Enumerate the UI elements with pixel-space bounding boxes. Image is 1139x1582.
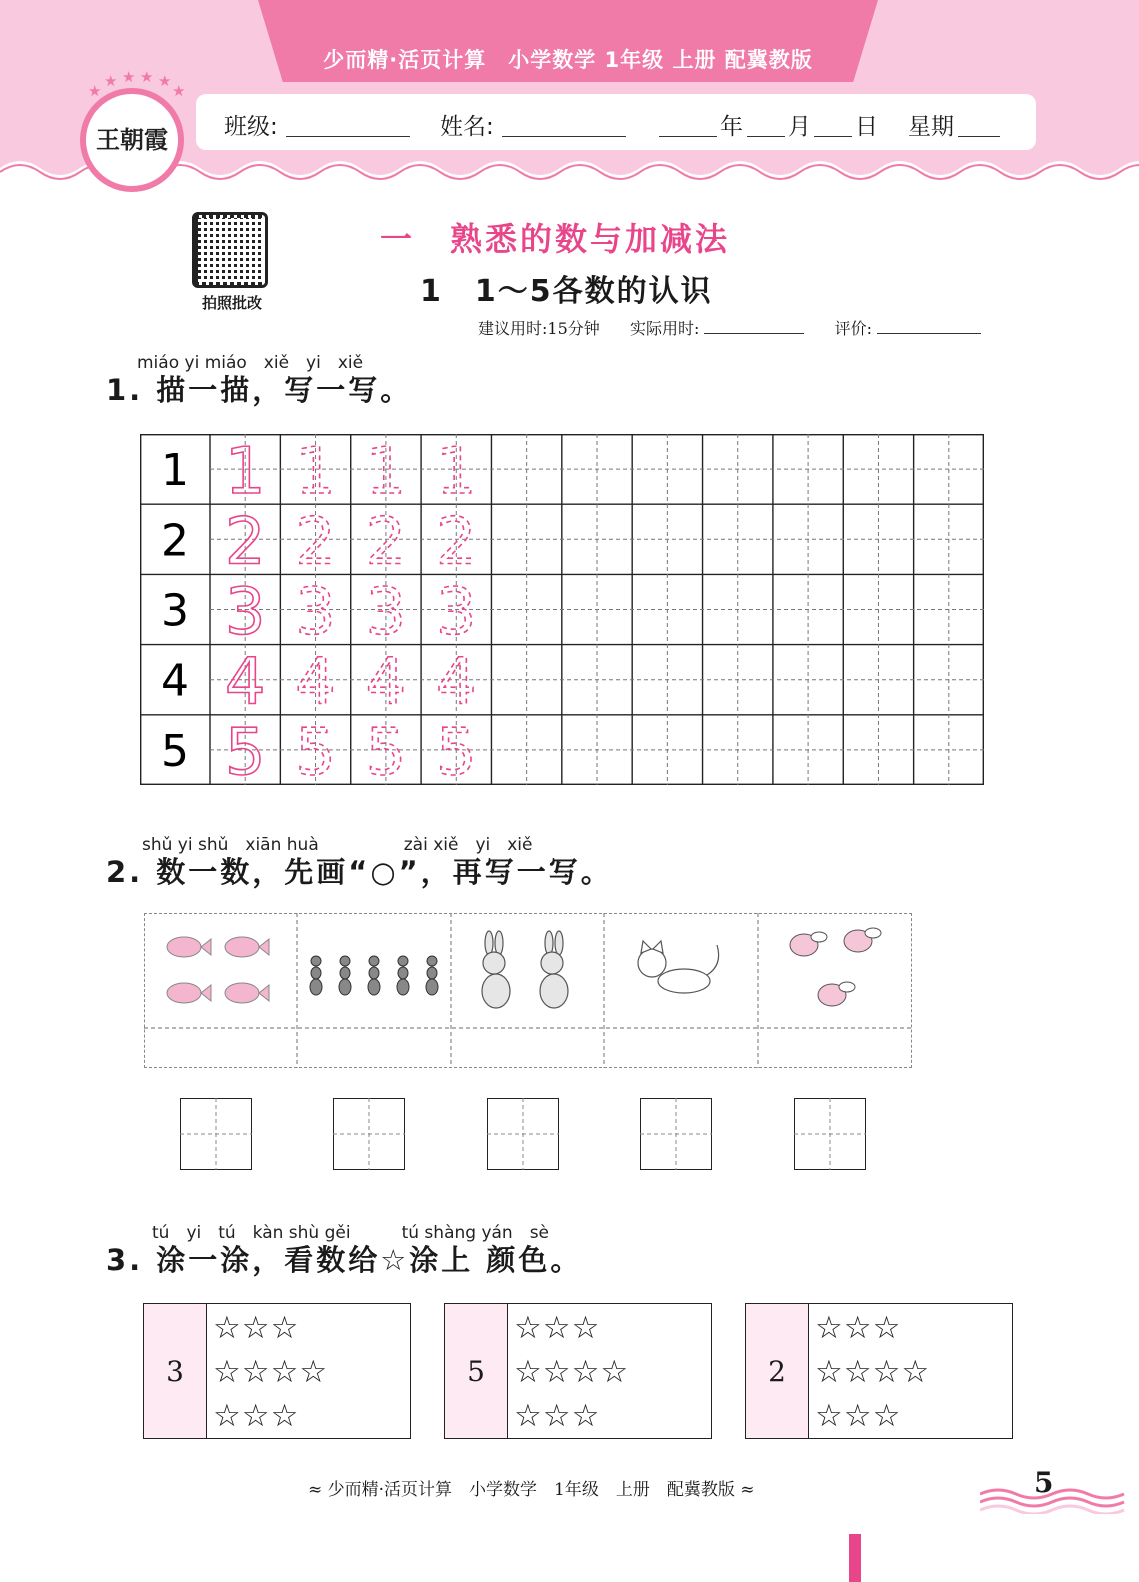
footer-wave <box>980 1488 1130 1514</box>
trace-digit[interactable]: 2 <box>224 505 266 580</box>
bee-group <box>790 928 881 1006</box>
actual-time-label: 实际用时: <box>629 319 700 338</box>
grid-digit: 5 <box>161 725 189 777</box>
trace-digit[interactable]: 3 <box>435 575 477 650</box>
ant-group <box>310 956 438 995</box>
month-label: 月 <box>788 114 811 140</box>
year-field[interactable] <box>659 110 717 137</box>
actual-time-field[interactable] <box>704 333 804 334</box>
star-icon: ★ <box>104 72 118 90</box>
day-field[interactable] <box>814 110 852 137</box>
star-target-number: 2 <box>746 1304 809 1438</box>
grid-digit: 3 <box>161 585 189 637</box>
star-row[interactable]: ☆☆☆ <box>213 1398 300 1434</box>
name-label: 姓名: <box>440 114 494 140</box>
star-row[interactable]: ☆☆☆ <box>514 1310 601 1346</box>
page-edge-mark <box>849 1534 861 1582</box>
page-number: 5 <box>1034 1466 1054 1499</box>
lesson-title: 1 1～5各数的认识 <box>420 274 713 309</box>
day-label: 日 <box>855 114 878 140</box>
star-row[interactable]: ☆☆☆☆ <box>815 1354 931 1390</box>
logo-text: 王朝霞 <box>96 125 168 154</box>
eval-label: 评价: <box>834 319 873 338</box>
trace-digit[interactable]: 2 <box>295 505 336 580</box>
trace-digit[interactable]: 1 <box>435 435 477 510</box>
trace-digit[interactable]: 5 <box>224 715 266 785</box>
name-field[interactable] <box>502 110 626 137</box>
trace-digit[interactable]: 4 <box>435 645 477 720</box>
star-row[interactable]: ☆☆☆ <box>815 1398 902 1434</box>
time-row <box>478 316 981 339</box>
class-field[interactable] <box>286 110 410 137</box>
q1-pinyin: miáo yi miáo xiě yi xiě <box>137 353 364 373</box>
star-icon: ★ <box>140 68 154 86</box>
star-icon: ★ <box>158 72 172 90</box>
trace-digit[interactable]: 1 <box>365 435 407 510</box>
week-field[interactable] <box>958 110 1000 137</box>
star-icon: ★ <box>122 68 136 86</box>
star-row[interactable]: ☆☆☆☆ <box>514 1354 630 1390</box>
fish-group <box>167 937 269 1003</box>
grid-digit: 4 <box>161 655 189 707</box>
q3-pinyin: tú yi tú kàn shù gěi tú shàng yán sè <box>152 1223 550 1243</box>
star-row[interactable]: ☆☆☆☆ <box>213 1354 329 1390</box>
q2-pinyin: shǔ yi shǔ xiān huà zài xiě yi xiě <box>142 835 533 855</box>
trace-digit[interactable]: 2 <box>365 505 407 580</box>
writing-grid[interactable] <box>140 434 984 785</box>
answer-box-guides <box>0 1098 1139 1170</box>
week-label: 星期 <box>908 114 954 140</box>
animal-table-lines <box>144 913 912 1068</box>
grid-digit: 2 <box>161 515 189 567</box>
star-box <box>143 1303 411 1439</box>
eval-field[interactable] <box>877 333 981 334</box>
star-icon: ★ <box>172 82 186 100</box>
footer-text: ≈ 少而精·活页计算 小学数学 1年级 上册 配冀教版 ≈ <box>308 1480 755 1500</box>
month-field[interactable] <box>747 110 785 137</box>
unit-title: 一 熟悉的数与加减法 <box>380 220 731 258</box>
star-box <box>444 1303 712 1439</box>
trace-digit[interactable]: 5 <box>365 715 407 785</box>
trace-digit[interactable]: 4 <box>365 645 407 720</box>
q3-text: 3. 涂一涂，看数给☆涂上 颜色。 <box>106 1243 583 1277</box>
star-row[interactable]: ☆☆☆ <box>213 1310 300 1346</box>
qr-label: 拍照批改 <box>201 294 262 312</box>
rabbit-group <box>482 931 568 1008</box>
star-target-number: 5 <box>445 1304 508 1438</box>
cat <box>638 941 719 993</box>
star-row[interactable]: ☆☆☆ <box>815 1310 902 1346</box>
star-target-number: 3 <box>144 1304 207 1438</box>
trace-digit[interactable]: 3 <box>224 575 266 650</box>
trace-digit[interactable]: 5 <box>435 715 477 785</box>
q1-text: 1. 描一描，写一写。 <box>106 373 413 407</box>
series-title: 少而精·活页计算 小学数学 1年级 上册 配冀教版 <box>323 48 813 72</box>
trace-digit[interactable]: 2 <box>435 505 477 580</box>
trace-digit[interactable]: 3 <box>365 575 407 650</box>
q2-text: 2. 数一数，先画“○”，再写一写。 <box>106 855 613 889</box>
qr-code-pattern <box>198 218 262 282</box>
year-label: 年 <box>720 114 743 140</box>
trace-digit[interactable]: 1 <box>224 435 266 510</box>
trace-digit[interactable]: 5 <box>295 715 336 785</box>
trace-digit[interactable]: 3 <box>295 575 336 650</box>
suggested-time: 建议用时:15分钟 <box>478 319 600 338</box>
trace-digit[interactable]: 4 <box>224 645 266 720</box>
trace-digit[interactable]: 4 <box>295 645 336 720</box>
star-box <box>745 1303 1013 1439</box>
trace-digit[interactable]: 1 <box>295 435 336 510</box>
class-label: 班级: <box>224 114 278 140</box>
star-icon: ★ <box>88 82 102 100</box>
grid-digit: 1 <box>161 445 189 497</box>
star-row[interactable]: ☆☆☆ <box>514 1398 601 1434</box>
